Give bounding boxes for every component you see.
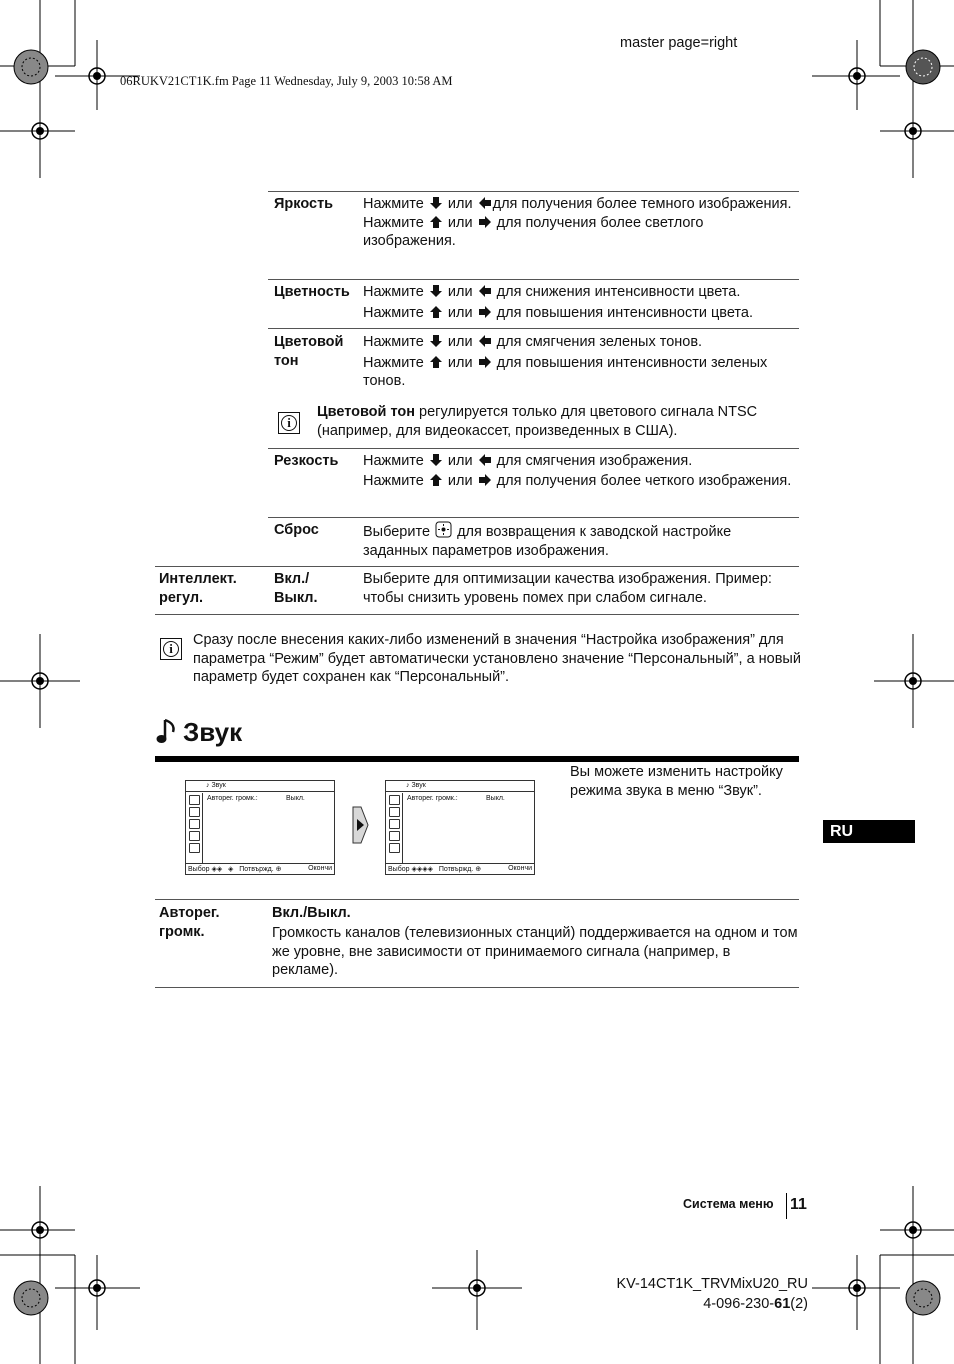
footer-divider bbox=[786, 1193, 787, 1219]
tv-menu-screenshot-before: ♪ Звук Авторег. громк.: Выкл. Выбор ◈◈ ◈ Потвържд. ⊕ Окончи bbox=[185, 780, 335, 875]
row-desc-reset: Выберите для возвращения к заводской настройке заданных параметров изображения. bbox=[363, 521, 793, 560]
table-rule bbox=[268, 191, 799, 192]
up-arrow-icon bbox=[429, 355, 443, 369]
left-arrow-icon bbox=[478, 196, 492, 210]
right-arrow-icon bbox=[478, 473, 492, 487]
row-value-smart: Вкл./ Выкл. bbox=[274, 571, 318, 606]
row-label-brightness: Яркость bbox=[274, 196, 334, 212]
down-arrow-icon bbox=[429, 284, 443, 298]
right-arrow-icon bbox=[478, 215, 492, 229]
section-heading-bar bbox=[155, 756, 799, 762]
ok-button-icon bbox=[435, 521, 452, 538]
master-page-label: master page=right bbox=[620, 35, 738, 51]
hue-note: Цветовой тон регулируется только для цветового сигнала NTSC (например, для видеокассет, произведенных в США). bbox=[317, 404, 758, 439]
left-arrow-icon bbox=[478, 334, 492, 348]
table-rule bbox=[268, 328, 799, 329]
right-arrow-icon bbox=[478, 305, 492, 319]
row-label-reset: Сброс bbox=[274, 522, 319, 538]
screen-title: Звук bbox=[211, 782, 226, 789]
model-code: KV-14CT1K_TRVMixU20_RU bbox=[616, 1276, 808, 1292]
screen-footer-confirm: Потвържд. bbox=[438, 866, 474, 873]
table-rule bbox=[155, 614, 799, 615]
screen-footer-select: Выбор bbox=[388, 866, 410, 873]
row-label-hue: Цветовой тон bbox=[274, 334, 344, 369]
up-arrow-icon bbox=[429, 473, 443, 487]
screen-footer-confirm: Потвържд. bbox=[239, 866, 274, 873]
settings-note: Сразу после внесения каких-либо изменений в значения “Настройка изображения” для параметра “Режим” будет автоматически установлено значение “Персональный”, а новый параметр будет сохранен как “Персональный”. bbox=[193, 632, 801, 685]
music-note-icon: ♪ bbox=[206, 782, 210, 789]
menu-icons bbox=[389, 795, 400, 855]
screen-footer-select: Выбор bbox=[188, 866, 210, 873]
right-arrow-icon bbox=[478, 355, 492, 369]
left-arrow-icon bbox=[478, 453, 492, 467]
down-arrow-icon bbox=[429, 334, 443, 348]
screen-row-value: Выкл. bbox=[286, 795, 305, 802]
item-value-auto-volume: Вкл./Выкл. bbox=[272, 905, 351, 921]
item-desc-auto-volume: Громкость каналов (телевизионных станций) поддерживается на одном и том же уровне, вне зависимости от принимаемого сигнала (например, в рекламе). bbox=[272, 925, 798, 978]
table-rule bbox=[268, 279, 799, 280]
down-arrow-icon bbox=[429, 196, 443, 210]
screen-footer-end: Окончи bbox=[308, 865, 332, 872]
row-label-color: Цветность bbox=[274, 284, 350, 300]
table-rule bbox=[268, 517, 799, 518]
row-label-smart: Интеллект. регул. bbox=[159, 571, 237, 606]
table-rule bbox=[155, 899, 799, 900]
table-rule bbox=[268, 448, 799, 449]
screen-row-value: Выкл. bbox=[486, 795, 505, 802]
part-number: 4-096-230-61(2) bbox=[703, 1296, 808, 1312]
page-number: 11 bbox=[790, 1196, 807, 1213]
screen-row-label: Авторег. громк.: bbox=[207, 795, 258, 802]
screen-footer-end: Окончи bbox=[508, 865, 532, 872]
up-arrow-icon bbox=[429, 305, 443, 319]
down-arrow-icon bbox=[429, 453, 443, 467]
screen-title: Звук bbox=[411, 782, 426, 789]
menu-icons bbox=[189, 795, 200, 855]
item-label-auto-volume: Авторег. громк. bbox=[159, 905, 220, 940]
next-step-arrow-icon bbox=[351, 806, 369, 844]
up-arrow-icon bbox=[429, 215, 443, 229]
row-desc-sharpness: Нажмите или для смягчения изображения. Нажмите или для получения более четкого изображения. bbox=[363, 453, 792, 489]
info-icon: i bbox=[278, 412, 300, 434]
info-icon: i bbox=[160, 638, 182, 660]
music-note-icon bbox=[155, 718, 179, 746]
sound-intro: Вы можете изменить настройку режима звука в меню “Звук”. bbox=[570, 764, 783, 799]
row-label-sharpness: Резкость bbox=[274, 453, 339, 469]
row-desc-hue: Нажмите или для смягчения зеленых тонов. Нажмите или для повышения интенсивности зеленых тонов. bbox=[363, 334, 768, 389]
footer-section: Система меню bbox=[683, 1197, 774, 1211]
table-rule bbox=[155, 987, 799, 988]
tv-menu-screenshot-after: ♪ Звук Авторег. громк.: Выкл. Выбор ◈◈◈◈ Потвържд. ⊕ Окончи bbox=[385, 780, 535, 875]
sound-section-title: Звук bbox=[183, 717, 243, 747]
left-arrow-icon bbox=[478, 284, 492, 298]
screen-row-label: Авторег. громк.: bbox=[407, 795, 458, 802]
language-tab: RU bbox=[823, 820, 915, 843]
table-rule bbox=[155, 566, 799, 567]
music-note-icon: ♪ bbox=[406, 782, 410, 789]
row-desc-brightness: Нажмите или для получения более темного изображения. Нажмите или для получения более светлого изображения. bbox=[363, 196, 792, 249]
file-info: 06RUKV21CT1K.fm Page 11 Wednesday, July 9, 2003 10:58 AM bbox=[120, 74, 453, 88]
row-desc-color: Нажмите или для снижения интенсивности цвета. Нажмите или для повышения интенсивности цвета. bbox=[363, 284, 753, 321]
row-desc-smart: Выберите для оптимизации качества изображения. Пример: чтобы снизить уровень помех при слабом сигнале. bbox=[363, 571, 772, 606]
